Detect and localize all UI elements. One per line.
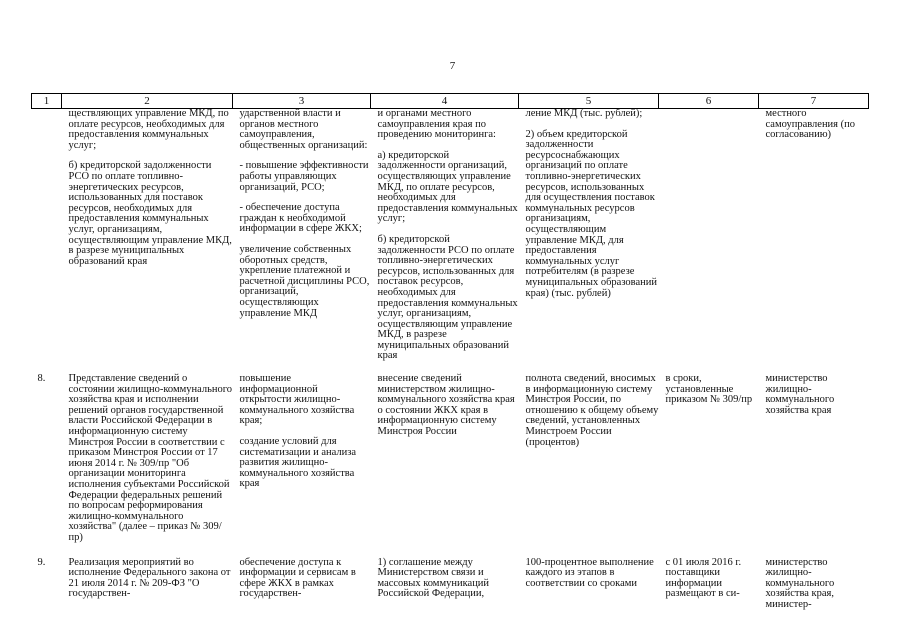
cell-paragraph: ление МКД (тыс. рублей); — [525, 108, 643, 119]
cell-paragraph: а) кредиторской задолженности организаций, осуществляющих управление МКД, по оплате ресурсов, необходимых для предоставления коммунальных услуг; — [377, 149, 518, 225]
row-number: 9. — [37, 556, 46, 568]
header-row — [32, 94, 869, 109]
cell-paragraph: б) кредиторской задолженности РСО по оплате топливно-энергетических ресурсов, использованных для поставок ресурсов, необходимых для предоставления коммунальных услуг, организациям, осуществляющим управление МКД, в разрезе муниципальных образований края — [377, 233, 518, 362]
cell-paragraph: создание условий для систематизации и анализа развития жилищно-коммунального хозяйства края — [239, 436, 357, 490]
cell-paragraph: б) кредиторской задолженности РСО по оплате топливно-энергетических ресурсов, использованных для поставок ресурсов, необходимых для предоставления коммунальных услуг, организациям, осуществляющим управление МКД, в разрезе муниципальных образований края — [68, 160, 232, 267]
cell-paragraph: Представление сведений о состоянии жилищно-коммунального хозяйства края и исполнении решений органов государственной власти Российской Федерации в информационную систему Минстроя России в соответствии с приказом Минстроя России от 17 июня 2014 г. № 309/пр "Об организации мониторинга исполнения субъектами Российской Федерации федеральных решений по вопросам реформирования жилищно-коммунального хозяйства" (далее – приказ № 309/пр) — [68, 373, 233, 543]
cell-c6 — [659, 109, 759, 365]
cell-paragraph: Реализация мероприятий во исполнение Федерального закона от 21 июля 2014 г. № 209-ФЗ "О государствен- — [68, 556, 231, 600]
cell-paragraph: повышение информационной открытости жилищно-коммунального хозяйства края; — [239, 373, 355, 427]
header-cell: 6 — [659, 94, 759, 109]
cell-paragraph: - повышение эффективности работы управляющих организаций, РСО; — [239, 160, 369, 193]
table-row — [32, 109, 869, 365]
cell-paragraph: с 01 июля 2016 г. поставщики информации размещают в си- — [665, 556, 742, 600]
header-cell: 3 — [233, 94, 371, 109]
cell-paragraph: внесение сведений министерством жилищно-коммунального хозяйства края о состоянии ЖКХ края в информационную систему Минстроя России — [377, 373, 515, 438]
cell-paragraph: - обеспечение доступа граждан к необходимой информации в сфере ЖКХ; — [239, 202, 362, 235]
cell-c6 — [659, 364, 759, 546]
cell-c3 — [233, 364, 371, 546]
cell-c5 — [519, 364, 659, 546]
header-cell: 1 — [32, 94, 62, 109]
cell-paragraph: 100-процентное выполнение каждого из этапов в соответствии со сроками — [525, 556, 654, 589]
table-row — [32, 546, 869, 613]
cell-c4 — [371, 364, 519, 546]
cell-paragraph: увеличение собственных оборотных средств, укрепление платежной и расчетной дисциплины РСО, организаций, осуществляющих управление МКД — [239, 243, 370, 319]
cell-c7 — [759, 109, 869, 365]
cell-c5 — [519, 546, 659, 613]
cell-paragraph: и органами местного самоуправления края по проведению мониторинга: — [377, 108, 496, 141]
cell-c5 — [519, 109, 659, 365]
cell-c7 — [759, 364, 869, 546]
header-cell: 5 — [519, 94, 659, 109]
cell-paragraph: министерство жилищно-коммунального хозяйства края — [765, 373, 835, 416]
cell-paragraph: 2) объем кредиторской задолженности ресурсоснабжающих организаций по оплате топливно-энергетических ресурсов, использованных для осуществления поставок коммунальных ресурсов организациям, осуществляющим управление МКД, для предоставления коммунальных услуг потребителям (в разрезе муниципальных образований края) (тыс. рублей) — [525, 128, 657, 299]
cell-paragraph: местного самоуправления (по согласованию) — [765, 108, 856, 141]
cell-paragraph: министерство жилищно-коммунального хозяйства края, министер- — [765, 556, 835, 610]
cell-paragraph: ществляющих управление МКД, по оплате ресурсов, необходимых для предоставления коммунальных услуг; — [68, 108, 229, 151]
cell-c2 — [62, 546, 233, 613]
cell-c3 — [233, 546, 371, 613]
cell-c7 — [759, 546, 869, 613]
cell-paragraph: полнота сведений, вносимых в информационную систему Минстроя России, по отношению к общему объему сведений, установленных Минстроем России (процентов) — [525, 373, 659, 448]
cell-c3 — [233, 109, 371, 365]
row-number: 8. — [37, 373, 46, 385]
cell-c6 — [659, 546, 759, 613]
table-row — [32, 364, 869, 546]
cell-paragraph: обеспечение доступа к информации и сервисам в сфере ЖКХ в рамках государствен- — [239, 556, 356, 600]
cell-c4 — [371, 109, 519, 365]
header-cell: 7 — [759, 94, 869, 109]
cell-paragraph: в сроки, установленные приказом № 309/пр — [665, 373, 753, 406]
activities-table — [31, 93, 869, 613]
cell-paragraph: ударственной власти и органов местного самоуправления, общественных организаций: — [239, 108, 368, 151]
header-cell: 2 — [62, 94, 233, 109]
header-cell: 4 — [371, 94, 519, 109]
cell-c2 — [62, 364, 233, 546]
cell-c2 — [62, 109, 233, 365]
page-number: 7 — [449, 60, 456, 72]
cell-c4 — [371, 546, 519, 613]
row-number — [32, 109, 62, 365]
cell-paragraph: 1) соглашение между Министерством связи и массовых коммуникаций Российской Федерации, — [377, 556, 490, 600]
